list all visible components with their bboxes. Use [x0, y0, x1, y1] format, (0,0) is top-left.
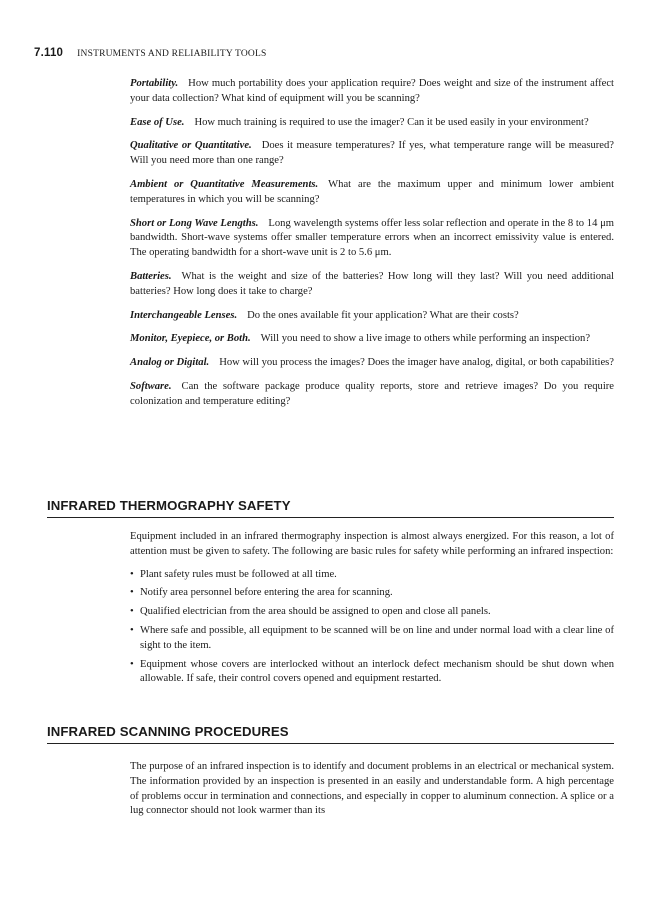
page-number: 7.110 [34, 47, 64, 59]
term-label: Interchangeable Lenses. [130, 309, 238, 321]
safety-intro: Equipment included in an infrared thermography inspection is almost always energized. For this reason, a lot of attention must be given to safety. The following are basic rules for safety while performing an infrared inspection: [130, 531, 614, 557]
term-label: Batteries. [130, 270, 172, 282]
consideration-wave-lengths [130, 217, 614, 261]
list-item: • Qualified electrician from the area should be assigned to open and close all panels. [130, 605, 614, 620]
term-label: Monitor, Eyepiece, or Both. [130, 333, 251, 345]
consideration-lenses [130, 309, 614, 324]
term-label: Analog or Digital. [130, 357, 210, 369]
running-title: INSTRUMENTS AND RELIABILITY TOOLS [77, 49, 267, 59]
term-description: How much training is required to use the imager? Can it be used easily in your environment? [194, 116, 589, 128]
term-description: Does it measure temperatures? If yes, what temperature range will be measured? Will you need more than one range? [130, 140, 614, 167]
safety-rules-list [130, 568, 614, 688]
term-description: Do the ones available fit your application? What are their costs? [247, 309, 519, 321]
consideration-portability [130, 77, 614, 107]
consideration-ease-of-use [130, 116, 614, 131]
term-label: Ease of Use. [130, 116, 185, 128]
procedures-heading: INFRARED SCANNING PROCEDURES [47, 724, 614, 744]
consideration-batteries [130, 270, 614, 300]
procedures-text: The purpose of an infrared inspection is to identify and document problems in an electrical or mechanical system. The information provided by an inspection is presented in an easily and understandable form. A high percentage of problems occur in termination and connections, and especially in copper to aluminum connection. A splice or a lug connector should not look warmer than its [130, 761, 614, 817]
safety-heading: INFRARED THERMOGRAPHY SAFETY [47, 498, 614, 518]
term-label: Short or Long Wave Lengths. [130, 217, 259, 229]
safety-section [130, 530, 614, 691]
list-item: • Notify area personnel before entering the area for scanning. [130, 586, 614, 601]
term-description: Can the software package produce quality reports, store and retrieve images? Do you require colonization and temperature editing? [130, 380, 614, 407]
term-label: Software. [130, 380, 172, 392]
list-item: • Equipment whose covers are interlocked without an interlock defect mechanism should be shut down when allowable. If safe, their control covers opened and equipment restarted. [130, 658, 614, 688]
term-description: What is the weight and size of the batteries? How long will they last? Will you need additional batteries? How long does it take to charge? [130, 270, 614, 297]
term-description: How much portability does your application require? Does weight and size of the instrument affect your data collection? What kind of equipment will you be scanning? [130, 78, 614, 104]
running-header [34, 47, 266, 59]
consideration-analog-digital [130, 356, 614, 371]
considerations-list [130, 77, 614, 410]
list-item: • Plant safety rules must be followed at all time. [130, 568, 614, 583]
term-label: Qualitative or Quantitative. [130, 140, 252, 152]
term-description: What are the maximum upper and minimum lower ambient temperatures in which you will be scanning? [130, 178, 615, 205]
term-description: Will you need to show a live image to others while performing an inspection? [260, 333, 591, 345]
term-label: Portability. [130, 78, 179, 89]
list-item: • Where safe and possible, all equipment to be scanned will be on line and under normal load with a clear line of sight to the item. [130, 624, 614, 654]
consideration-monitor [130, 332, 614, 347]
consideration-ambient [130, 178, 614, 208]
term-label: Ambient or Quantitative Measurements. [130, 178, 319, 190]
term-description: How will you process the images? Does the imager have analog, digital, or both capabilities? [219, 357, 614, 369]
procedures-section [130, 760, 614, 819]
consideration-qualitative [130, 139, 614, 169]
consideration-software [130, 380, 614, 410]
term-description: Long wavelength systems offer less solar reflection and operate in the 8 to 14 μm bandwidth. Short-wave systems offer smaller temperature errors when an incorrect emissivity value is entered. The operating bandwidth for a short-wave unit is 2 to 5.6 μm. [130, 217, 614, 259]
